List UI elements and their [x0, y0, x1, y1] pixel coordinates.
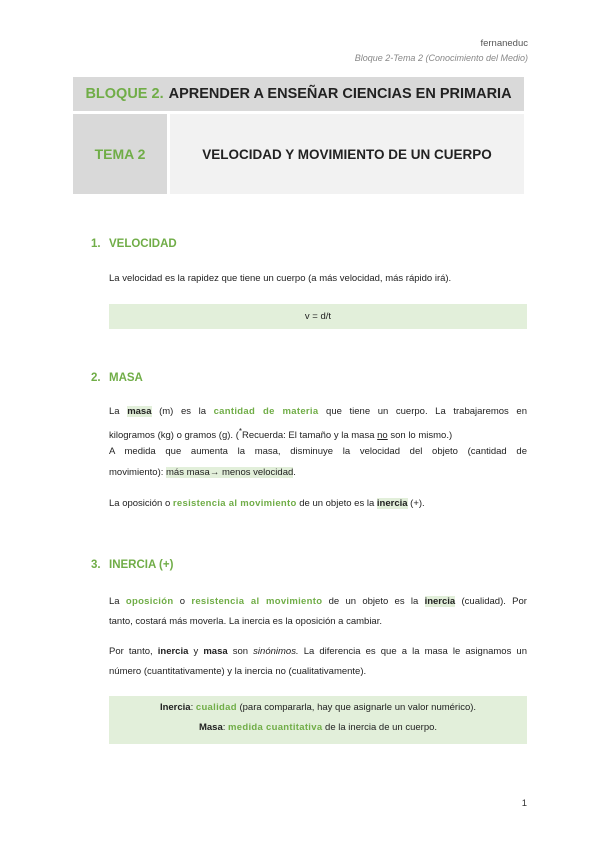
text: son lo mismo.)	[387, 430, 453, 442]
tema-title: VELOCIDAD Y MOVIMIENTO DE UN CUERPO	[170, 114, 524, 194]
inercia-paragraph1-line2: tanto, costará más moverla. La inercia es la oposición a cambiar.	[109, 616, 382, 627]
section-title: VELOCIDAD	[109, 238, 177, 250]
text: que tiene un cuerpo. La trabajaremos en	[318, 406, 527, 417]
text: son	[227, 646, 254, 657]
text: : El tamaño y la masa	[283, 430, 378, 442]
text: (+).	[407, 498, 425, 509]
section-title: MASA	[109, 372, 143, 384]
section-velocidad-heading	[91, 238, 177, 250]
inercia-paragraph1-line1	[109, 592, 527, 612]
page-number: 1	[521, 798, 527, 809]
masa-paragraph2-line2	[109, 463, 527, 483]
text: .	[293, 467, 296, 478]
text: :	[190, 702, 196, 713]
header-subtitle: Bloque 2-Tema 2 (Conocimiento del Medio)	[354, 53, 528, 63]
inercia-paragraph2-line1	[109, 642, 527, 662]
asterisk: *	[238, 427, 242, 436]
summary-masa-line	[109, 718, 527, 738]
label-inercia: Inercia	[159, 702, 191, 713]
term-masa: masa	[203, 646, 228, 657]
text: (cualidad). Por	[455, 596, 527, 607]
text: (para compararla, hay que asignarle un valor numérico).	[236, 702, 477, 713]
inercia-paragraph2-line2: número (cuantitativamente) y la inercia no (cualitativamente).	[109, 666, 367, 677]
masa-paragraph-line1	[109, 402, 527, 422]
term-inercia: inercia	[424, 596, 456, 607]
term-medida-cuantitativa: medida cuantitativa	[228, 722, 323, 733]
masa-paragraph2-line1: A medida que aumenta la masa, disminuye la velocidad del objeto (cantidad de	[109, 446, 527, 457]
tema-label: TEMA 2	[73, 114, 167, 194]
term-masa: masa	[127, 406, 152, 417]
term-cantidad-de-materia: cantidad de materia	[213, 406, 319, 417]
highlight-mas-masa: más masa→ menos velocidad	[166, 467, 294, 478]
text: o	[173, 596, 192, 607]
text: La	[109, 596, 126, 607]
text: y	[188, 646, 204, 657]
text: movimiento):	[109, 467, 167, 478]
text: La oposición o	[109, 498, 173, 509]
text: Por tanto,	[109, 646, 158, 657]
term-resistencia: resistencia al movimiento	[172, 498, 297, 509]
text: :	[222, 722, 229, 733]
word-no-underlined: no	[377, 430, 388, 442]
text: La diferencia es que a la masa le asignamos un	[298, 646, 527, 657]
section-masa-heading	[91, 372, 143, 384]
bloque-banner	[73, 77, 524, 111]
text: La	[109, 406, 128, 417]
text: de la inercia de un cuerpo.	[322, 722, 438, 733]
term-cualidad: cualidad	[195, 702, 237, 713]
recuerda-label: Recuerda	[241, 430, 284, 442]
section-title: INERCIA (+)	[109, 559, 174, 571]
summary-box	[109, 696, 527, 744]
masa-paragraph3	[109, 494, 527, 514]
velocity-formula: v = d/t	[304, 311, 332, 322]
section-number: 2.	[91, 372, 101, 384]
term-inercia: inercia	[157, 646, 189, 657]
velocidad-paragraph: La velocidad es la rapidez que tiene un cuerpo (a más velocidad, más rápido irá).	[109, 273, 452, 284]
text: (m) es la	[151, 406, 214, 417]
tema-banner	[73, 114, 524, 194]
section-inercia-heading	[91, 559, 173, 571]
formula-box	[109, 304, 527, 329]
term-oposicion: oposición	[125, 596, 174, 607]
text: kilogramos (kg) o gramos (g). (	[109, 430, 239, 442]
bloque-title: APRENDER A ENSEÑAR CIENCIAS EN PRIMARIA	[168, 86, 512, 102]
term-inercia: inercia	[376, 498, 408, 509]
section-number: 1.	[91, 238, 101, 250]
header-author: fernaneduc	[480, 38, 528, 49]
term-sinonimos: sinónimos.	[253, 646, 299, 657]
section-number: 3.	[91, 559, 101, 571]
text: de un objeto es la	[322, 596, 425, 607]
text: de un objeto es la	[296, 498, 377, 509]
label-masa: Masa	[198, 722, 223, 733]
summary-inercia-line	[109, 698, 527, 718]
bloque-label: BLOQUE 2.	[85, 86, 164, 102]
term-resistencia: resistencia al movimiento	[191, 596, 323, 607]
